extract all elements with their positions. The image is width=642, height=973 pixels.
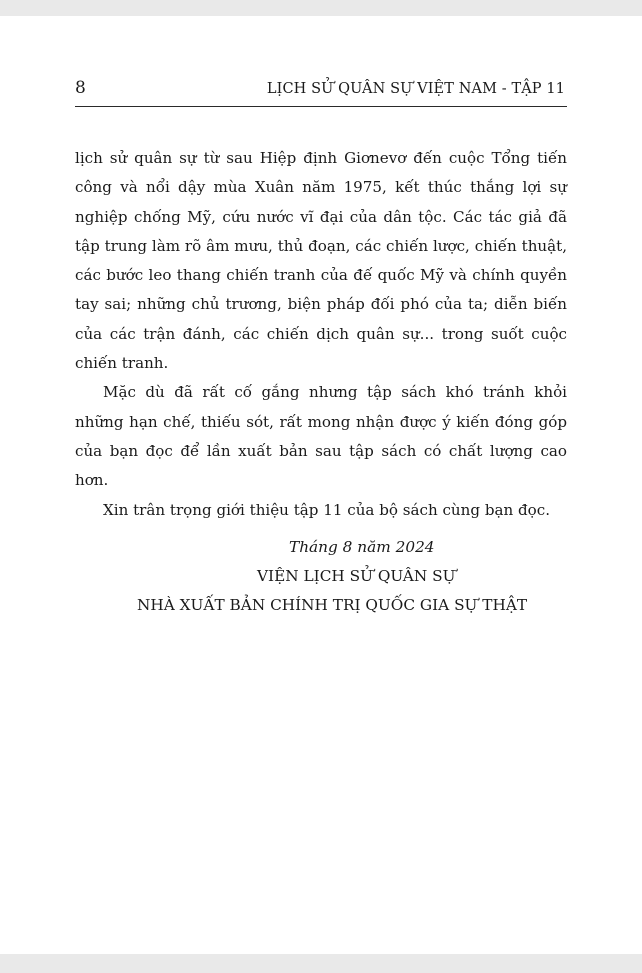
page-header [75,78,567,107]
signature-block [75,533,567,620]
book-page [0,16,642,954]
body-text [75,144,567,525]
paragraph-apology: Mặc dù đã rất cố gắng nhưng tập sách khó tránh khỏi những hạn chế, thiếu sót, rất mong nhận được ý kiến đóng góp của bạn đọc để lần xuất bản sau tập sách có chất lượng cao hơn. [75,383,567,490]
paragraph-introduction: Xin trân trọng giới thiệu tập 11 của bộ sách cùng bạn đọc. [103,500,551,519]
signature-publisher: NHÀ XUẤT BẢN CHÍNH TRỊ QUỐC GIA SỰ THẬT [137,596,528,614]
running-title: LỊCH SỬ QUÂN SỰ VIỆT NAM - TẬP 11 [266,81,565,97]
signature-institute: VIỆN LỊCH SỬ QUÂN SỰ [257,567,456,585]
paragraph-continuation: lịch sử quân sự từ sau Hiệp định Giơnevơ đến cuộc Tổng tiến công và nổi dậy mùa Xuân năm 1975, kết thúc thắng lợi sự nghiệp chống Mỹ, cứu nước vĩ đại của dân tộc. Các tác giả đã tập trung làm rõ âm mưu, thủ đoạn, các chiến lược, chiến thuật, các bước leo thang chiến tranh của đế quốc Mỹ và chính quyền tay sai; những chủ trương, biện pháp đối phó của ta; diễn biến của các trận đánh, các chiến dịch quân sự... trong suốt cuộc chiến tranh. [75,149,567,373]
page-number: 8 [75,78,86,98]
signature-date: Tháng 8 năm 2024 [289,538,435,556]
